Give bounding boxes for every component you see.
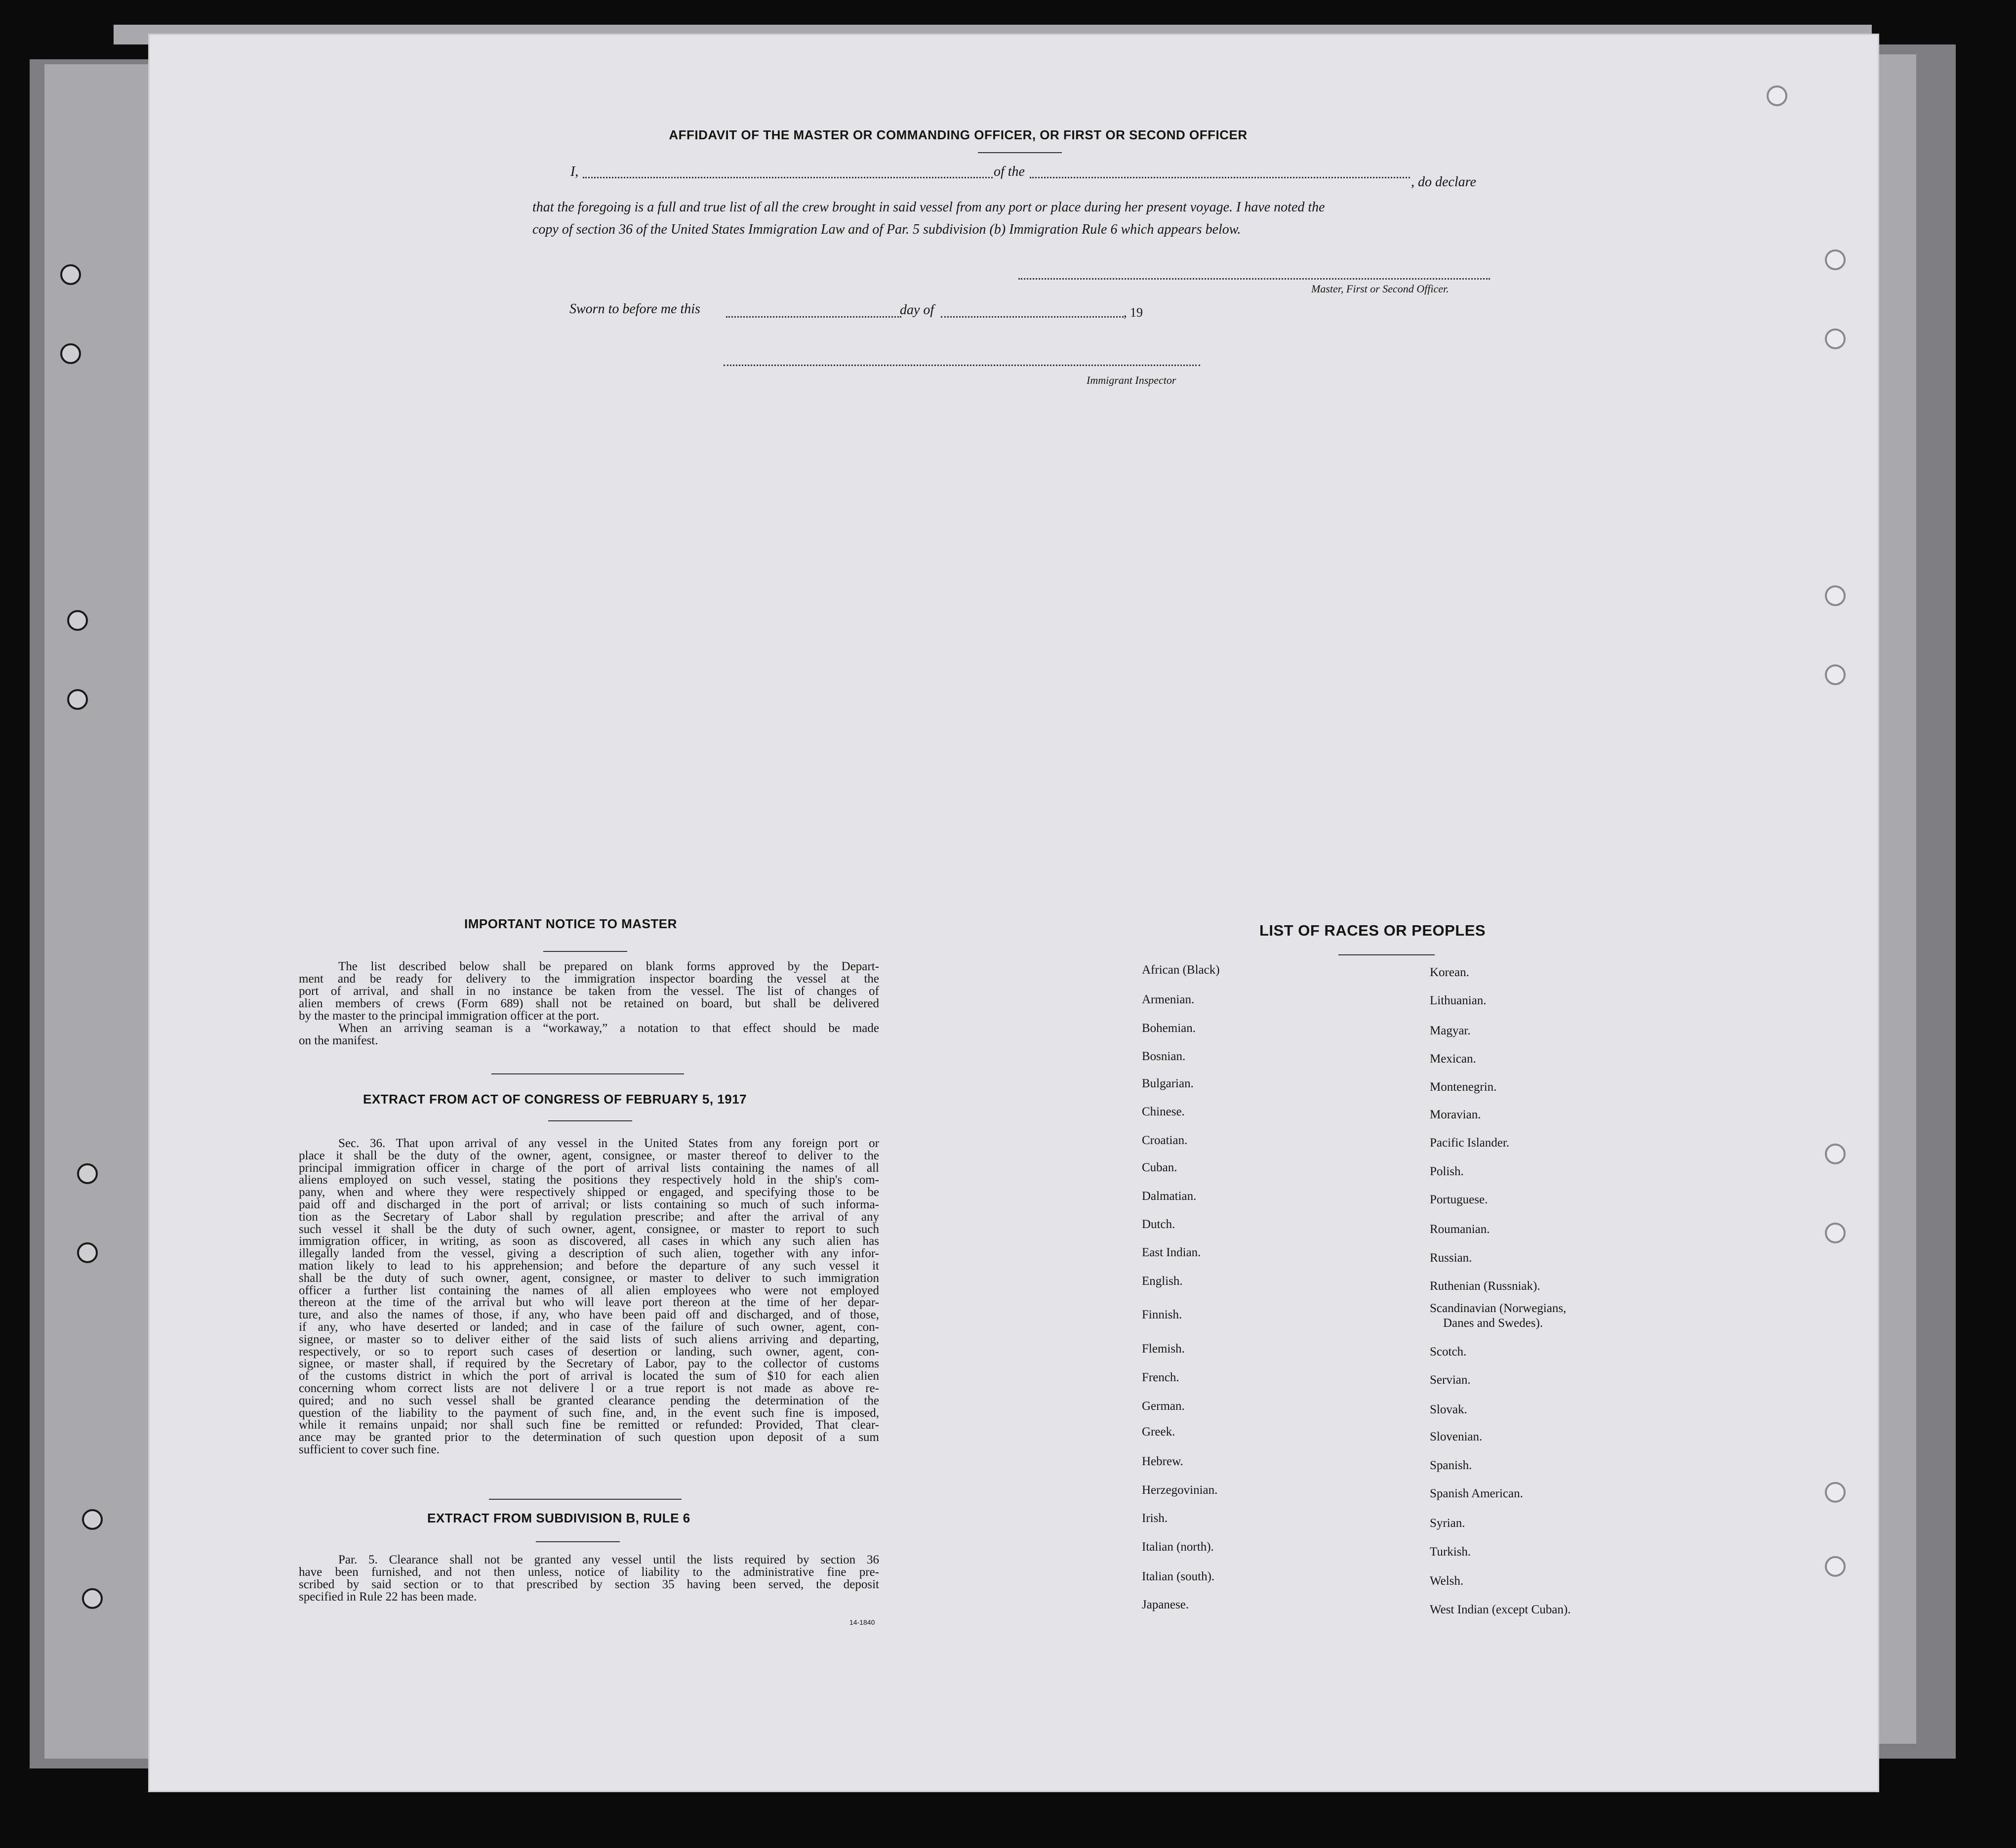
text-line: signee, or master shall, if required by the Secretary of Labor, pay to the collector of customs xyxy=(299,1357,879,1371)
name-blank[interactable] xyxy=(583,177,993,178)
race-item: Russian. xyxy=(1430,1251,1472,1265)
text-line: of the customs district in which the port of arrival is located the sum of $10 for each alien xyxy=(299,1369,879,1383)
text-line: paid off and discharged in the port of arrival; or lists containing so much of such informa- xyxy=(299,1198,879,1211)
punch-hole xyxy=(1767,85,1787,106)
race-item: Ruthenian (Russniak). xyxy=(1430,1279,1540,1293)
text-line: question of the liability to the payment of such fine, and, in the event such fine is imposed, xyxy=(299,1406,879,1420)
race-item: Spanish. xyxy=(1430,1459,1472,1472)
act-title-rule xyxy=(548,1120,632,1121)
text-line: officer a further list containing the names of all alien employees who were not employed xyxy=(299,1283,879,1297)
race-item: Japanese. xyxy=(1142,1598,1189,1611)
act-title: EXTRACT FROM ACT OF CONGRESS OF FEBRUARY 5, 1917 xyxy=(363,1092,747,1107)
race-item: Cuban. xyxy=(1142,1161,1177,1174)
text-line: on the manifest. xyxy=(299,1034,378,1047)
sworn-day-blank[interactable] xyxy=(726,316,901,318)
race-item: Dalmatian. xyxy=(1142,1190,1197,1203)
punch-hole xyxy=(1825,329,1846,349)
race-item: Portuguese. xyxy=(1430,1193,1488,1206)
affidavit-do-declare: , do declare xyxy=(1411,174,1476,190)
form-number: 14-1840 xyxy=(849,1618,875,1626)
inspector-label: Immigrant Inspector xyxy=(1087,374,1176,386)
race-item: West Indian (except Cuban). xyxy=(1430,1603,1571,1616)
race-item: German. xyxy=(1142,1399,1185,1413)
race-item: Lithuanian. xyxy=(1430,994,1487,1007)
binder-hole xyxy=(60,264,81,285)
races-title-rule xyxy=(1338,954,1435,955)
affidavit-title-rule xyxy=(978,152,1062,153)
race-item: English. xyxy=(1142,1274,1183,1288)
race-item: Dutch. xyxy=(1142,1218,1175,1231)
affidavit-line-2: that the foregoing is a full and true list of all the crew brought in said vessel from any port or place during her present voyage. I have noted the xyxy=(532,200,1325,215)
punch-hole xyxy=(1825,1223,1846,1243)
race-item: Moravian. xyxy=(1430,1108,1481,1121)
race-item: African (Black) xyxy=(1142,963,1220,977)
text-line: sufficient to cover such fine. xyxy=(299,1443,440,1456)
rule6-title: EXTRACT FROM SUBDIVISION B, RULE 6 xyxy=(427,1511,690,1525)
binder-hole xyxy=(67,689,88,710)
race-item: Slovenian. xyxy=(1430,1430,1483,1443)
sworn-year: , 19 xyxy=(1124,305,1143,320)
text-line: When an arriving seaman is a “workaway,” a notation to that effect should be made xyxy=(338,1022,879,1035)
text-line: The list described below shall be prepared on blank forms approved by the Depart- xyxy=(338,960,879,973)
race-item-continuation: Danes and Swedes). xyxy=(1443,1316,1543,1330)
race-item: Bulgarian. xyxy=(1142,1077,1194,1090)
manifest-page xyxy=(148,34,1879,1792)
affidavit-line-3: copy of section 36 of the United States Immigration Law and of Par. 5 subdivision (b) Immigration Rule 6 which appears below. xyxy=(532,222,1241,237)
race-item: Syrian. xyxy=(1430,1517,1465,1530)
text-line: respectively, or so to report such cases of desertion or landing, such owner, agent, con- xyxy=(299,1345,879,1358)
affidavit-title: AFFIDAVIT OF THE MASTER OR COMMANDING OFFICER, OR FIRST OR SECOND OFFICER xyxy=(669,127,1248,142)
sworn-day-of: day of xyxy=(900,302,934,318)
race-item: Greek. xyxy=(1142,1425,1175,1438)
text-line: port of arrival, and shall in no instance be taken from the vessel. The list of changes of xyxy=(299,985,879,998)
text-line: shall be the duty of such owner, agent, consignee, or master to deliver to such immigration xyxy=(299,1271,879,1285)
text-line: principal immigration officer in charge of the port of arrival lists containing the names of all xyxy=(299,1161,879,1175)
race-item: Finnish. xyxy=(1142,1308,1182,1321)
text-line: ture, and also the names of those, if any, who have been paid off and discharged, and of those, xyxy=(299,1308,879,1322)
race-item: Croatian. xyxy=(1142,1134,1188,1147)
binder-hole xyxy=(82,1588,103,1609)
text-line: if any, who have deserted or landed; and in case of the failure of such owner, agent, con- xyxy=(299,1320,879,1334)
race-item: Spanish American. xyxy=(1430,1487,1523,1500)
signature-blank[interactable] xyxy=(1018,278,1490,280)
affidavit-of-the: of the xyxy=(994,164,1025,179)
race-item: Magyar. xyxy=(1430,1024,1471,1037)
race-item: Bosnian. xyxy=(1142,1050,1186,1063)
punch-hole xyxy=(1825,664,1846,685)
race-item: Hebrew. xyxy=(1142,1455,1183,1468)
notice-rule xyxy=(543,951,627,952)
race-item: Armenian. xyxy=(1142,993,1195,1006)
race-item: Scandinavian (Norwegians, xyxy=(1430,1302,1567,1315)
text-line: alien members of crews (Form 689) shall not be retained on board, but shall be delivered xyxy=(299,997,879,1010)
race-item: Herzegovinian. xyxy=(1142,1483,1218,1497)
text-line: such vessel it shall be the duty of such owner, agent, consignee, or master to report to such xyxy=(299,1222,879,1236)
race-item: Bohemian. xyxy=(1142,1022,1196,1035)
text-line: specified in Rule 22 has been made. xyxy=(299,1590,477,1603)
punch-hole xyxy=(1825,1144,1846,1164)
act-divider xyxy=(489,1499,682,1500)
text-line: aliens employed on such vessel, stating the positions they respectively hold in the ship's com- xyxy=(299,1173,879,1187)
text-line: ment and be ready for delivery to the immigration inspector boarding the vessel at the xyxy=(299,972,879,986)
binder-hole xyxy=(77,1163,98,1184)
text-line: by the master to the principal immigration officer at the port. xyxy=(299,1009,600,1023)
race-item: Servian. xyxy=(1430,1373,1471,1387)
race-item: Korean. xyxy=(1430,966,1469,979)
text-line: concerning whom correct lists are not delivere l or a true report is not made as above re- xyxy=(299,1382,879,1395)
rule6-title-rule xyxy=(536,1541,620,1542)
race-item: Turkish. xyxy=(1430,1545,1471,1559)
inspector-blank[interactable] xyxy=(724,365,1200,366)
binder-hole xyxy=(77,1242,98,1263)
race-item: Pacific Islander. xyxy=(1430,1136,1510,1150)
text-line: have been furnished, and not then unless, notice of liability to the administrative fine pre- xyxy=(299,1565,879,1579)
text-line: immigration officer, in writing, as soon as discovered, all cases in which any such alien has xyxy=(299,1234,879,1248)
text-line: thereon at the time of the arrival but who will leave port thereon at the time of her depar- xyxy=(299,1296,879,1310)
race-item: Roumanian. xyxy=(1430,1223,1490,1236)
race-item: Slovak. xyxy=(1430,1403,1467,1416)
binder-hole xyxy=(82,1509,103,1530)
sworn-month-blank[interactable] xyxy=(941,316,1124,318)
text-line: Par. 5. Clearance shall not be granted any vessel until the lists required by section 36 xyxy=(338,1553,879,1566)
race-item: Flemish. xyxy=(1142,1342,1185,1355)
race-item: French. xyxy=(1142,1371,1179,1384)
text-line: while it remains unpaid; nor shall such fine be remitted or refunded: Provided, That clear- xyxy=(299,1418,879,1432)
text-line: tion as the Secretary of Labor shall by regulation prescribe; and after the arrival of any xyxy=(299,1210,879,1224)
text-line: quired; and no such vessel shall be granted clearance pending the determination of the xyxy=(299,1394,879,1407)
notice-divider xyxy=(491,1073,684,1074)
signature-label: Master, First or Second Officer. xyxy=(1311,283,1449,295)
race-item: Welsh. xyxy=(1430,1574,1464,1588)
race-item: Polish. xyxy=(1430,1165,1464,1178)
text-line: place it shall be the duty of the owner, agent, consignee, or master thereof to deliver to the xyxy=(299,1149,879,1162)
race-item: Scotch. xyxy=(1430,1345,1467,1358)
punch-hole xyxy=(1825,1482,1846,1503)
text-line: Sec. 36. That upon arrival of any vessel in the United States from any foreign port or xyxy=(338,1137,879,1150)
text-line: scribed by said section or to that prescribed by section 35 having been served, the deposit xyxy=(299,1578,879,1591)
text-line: signee, or master so to deliver either of the said lists of such aliens arriving and departing, xyxy=(299,1332,879,1346)
race-item: Italian (south). xyxy=(1142,1570,1215,1583)
text-line: mation likely to lead to his apprehension; and before the departure of any such vessel it xyxy=(299,1259,879,1273)
text-line: pany, when and where they were respectively shipped or engaged, and specifying those to be xyxy=(299,1186,879,1199)
sworn-prefix: Sworn to before me this xyxy=(569,301,700,317)
race-item: Irish. xyxy=(1142,1512,1168,1525)
race-item: Chinese. xyxy=(1142,1105,1185,1118)
text-line: ance may be granted prior to the determination of such question upon deposit of a sum xyxy=(299,1431,879,1444)
punch-hole xyxy=(1825,1556,1846,1577)
race-item: Montenegrin. xyxy=(1430,1080,1497,1094)
race-item: Mexican. xyxy=(1430,1052,1476,1066)
binder-hole xyxy=(60,343,81,364)
punch-hole xyxy=(1825,585,1846,606)
text-line: illegally landed from the vessel, giving a description of such alien, together with any infor- xyxy=(299,1247,879,1261)
binder-hole xyxy=(67,610,88,631)
punch-hole xyxy=(1825,249,1846,270)
notice-title: IMPORTANT NOTICE TO MASTER xyxy=(464,916,677,931)
vessel-blank[interactable] xyxy=(1030,177,1410,178)
race-item: Italian (north). xyxy=(1142,1540,1214,1554)
races-title: LIST OF RACES OR PEOPLES xyxy=(1259,922,1486,939)
race-item: East Indian. xyxy=(1142,1246,1201,1259)
affidavit-i: I, xyxy=(570,164,579,179)
